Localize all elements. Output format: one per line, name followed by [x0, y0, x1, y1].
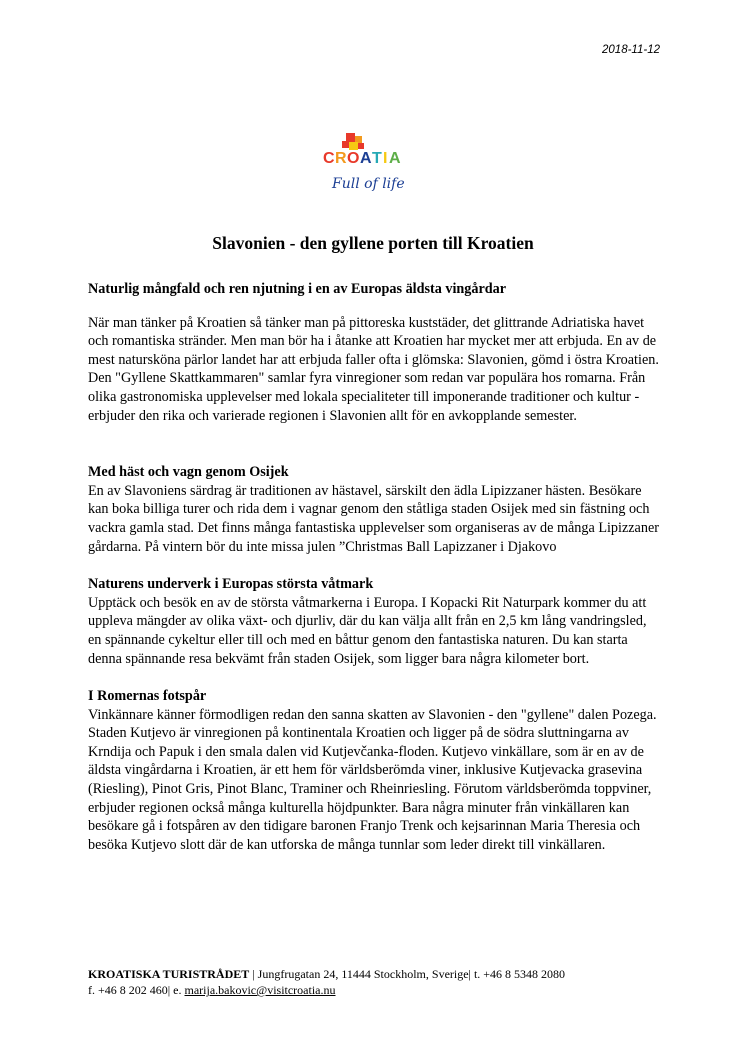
croatia-logo-graphic [320, 130, 430, 205]
svg-text:T: T [372, 150, 382, 167]
section-osijek [88, 463, 663, 556]
svg-text:R: R [335, 150, 347, 167]
section-paragraph: En av Slavoniens särdrag är traditionen av hästavel, särskilt den ädla Lipizzaner hästen. Besökare kan boka billiga turer och rida dem i vagnar genom den ståtliga staden Osijek med sin fästning och vackra gamla stad. Det finns många fantastiska upplevelser som organiseras av de många Lipizzaner gårdarna. På vintern bör du inte missa julen ”Christmas Ball Lapizzaner i Djakovo [88, 482, 659, 555]
footer-fax: f. +46 8 202 460| e. [88, 983, 185, 997]
svg-text:C: C [323, 150, 335, 167]
footer-email-link[interactable]: marija.bakovic@visitcroatia.nu [184, 983, 336, 997]
footer-organization: KROATISKA TURISTRÅDET [88, 967, 250, 981]
section-wetland [88, 575, 663, 668]
section-romans [88, 687, 663, 854]
section-paragraph: Vinkännare känner förmodligen redan den sanna skatten av Slavonien - den "gyllene" dalen Pozega. Staden Kutjevo är vinregionen på kontinentala Kroatien och ligger på de södra sluttningarna av Krndija och Papuk i den smala dalen vid Kutjevčanka-floden. Kutjevo vinkällare, som är en av de äldsta vingårdarna i Kroatien, är ett hem för världsberömda viner, inklusive Kutjevacka grasevina (Riesling), Pinot Gris, Pinot Blanc, Traminer och Rheinriesling. Förutom världsberömda toppviner, erbjuder regionen också många kulturella höjdpunkter. Bara några minuter från vinkällaren kan besökare gå i fotspåren av den tidigare baronen Franjo Trenk och kejsarinnan Maria Theresia och besöka Kutjevo slott där de kan utforska de många tunnlar som leder direkt till vinkällaren. [88, 706, 657, 853]
svg-text:O: O [347, 150, 360, 167]
section-heading: Naturens underverk i Europas största våtmark [88, 576, 374, 593]
svg-text:I: I [383, 150, 388, 167]
svg-text:Full of life: Full of life [332, 176, 405, 192]
document-title: Slavonien - den gyllene porten till Kroatien [212, 233, 534, 253]
document-body [88, 280, 663, 873]
croatia-logo [320, 130, 430, 205]
intro-heading: Naturlig mångfald och ren njutning i en av Europas äldsta vingårdar [88, 281, 507, 297]
svg-text:A: A [360, 150, 372, 167]
footer-line-2 [88, 982, 678, 998]
section-heading: I Romernas fotspår [88, 688, 207, 705]
svg-text:A: A [389, 150, 401, 167]
footer-address: | Jungfrugatan 24, 11444 Stockholm, Sverige| t. +46 8 5348 2080 [249, 967, 566, 981]
section-paragraph: Upptäck och besök en av de största våtmarkerna i Europa. I Kopacki Rit Naturpark kommer du att uppleva mängder av olika växt- och djurliv, där du kan välja allt från en 2,5 km lång vandringsled, en spännande cykeltur eller till och med en båttur genom den fantastiska naturen. Du kan starta denna spännande resa bekvämt från staden Osijek, som ligger bara några kilometer bort. [88, 594, 647, 667]
footer-line-1 [88, 966, 678, 982]
section-heading: Med häst och vagn genom Osijek [88, 464, 289, 481]
document-footer [88, 966, 678, 998]
intro-paragraph: När man tänker på Kroatien så tänker man på pittoreska kuststäder, det glittrande Adriatiska havet och romantiska stränder. Men man bör ha i åtanke att Kroatien har mycket mer att erbjuda. En av de mest natursköna pärlor landet har att erbjuda faller ofta i glömska: Slavonien, gömd i östra Kroatien. Den "Gyllene Skattkammaren" samlar fyra vinregioner som redan var populära hos romarna. Från olika gastronomiska upplevelser med lokala specialiteter till imponerande traditioner och kultur - erbjuder den rika och varierade regionen i Slavonien allt för en avkopplande semester. [88, 314, 659, 424]
document-date: 2018-11-12 [602, 44, 660, 56]
